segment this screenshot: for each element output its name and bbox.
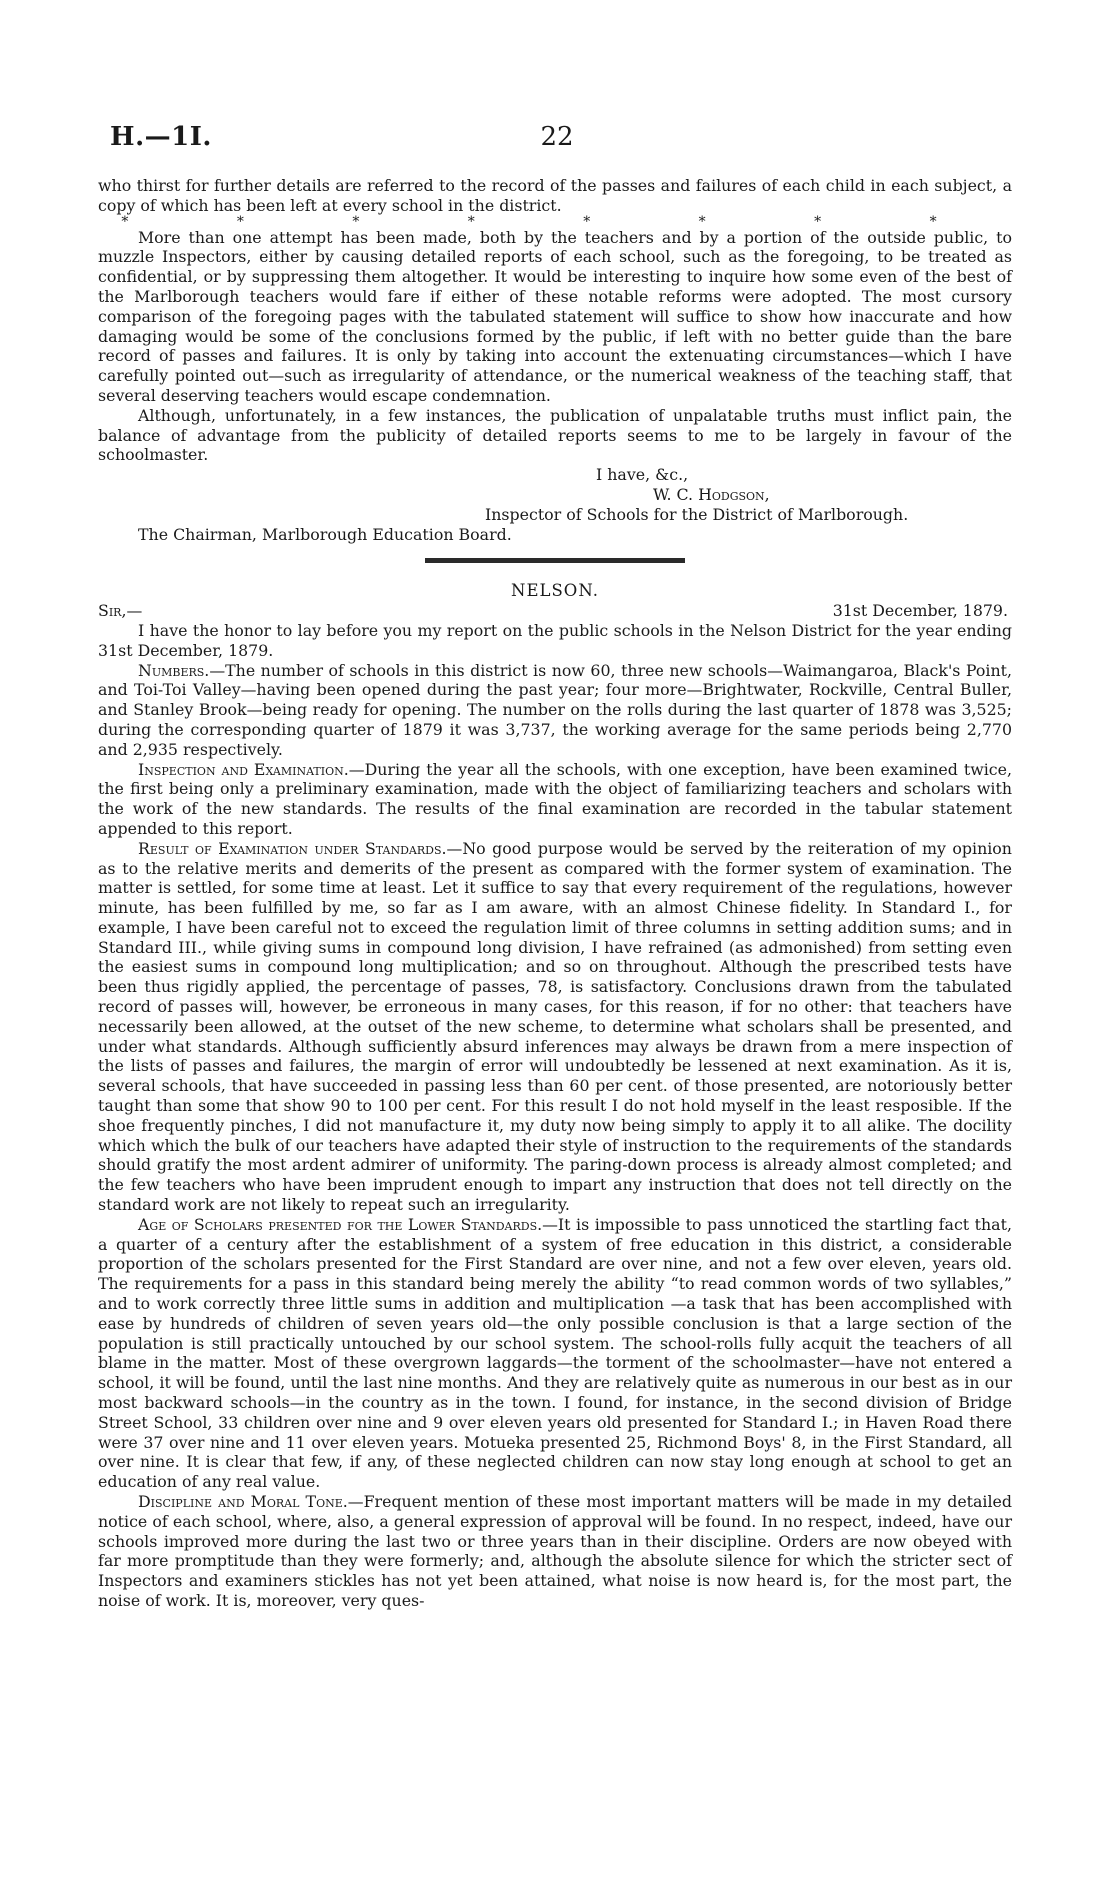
paragraph: More than one attempt has been made, both by the teachers and by a portion of the outside public, to muzzle Inspectors, either by causing detailed reports of each school, such as the foregoing, to be treated as confidential, or by suppressing them altogether. It would be interesting to inquire how some even of the best of the Marlborough teachers would fare if either of these notable reforms were adopted. The most cursory comparison of the foregoing pages with the tabulated statement will suffice to show how inaccurate and how damaging would be some of the conclusions formed by the public, if left with no better guide than the bare record of passes and failures. It is only by taking into account the extenuating circumstances—which I have carefully pointed out—such as irregularity of attendance, or the numerical weakness of the teaching staff, that several deserving teachers would escape condemnation. [98, 227, 1012, 405]
paragraph: who thirst for further details are referred to the record of the passes and failures of each child in each subject, a copy of which has been left at every school in the district. [98, 176, 1012, 215]
paragraph-numbers [98, 661, 1012, 760]
paragraph-heading: Result of Examination under Standards. [138, 838, 447, 858]
paragraph-age [98, 1215, 1012, 1492]
paragraph: I have the honor to lay before you my report on the public schools in the Nelson District for the year ending 31st December, 1879. [98, 620, 1012, 660]
paragraph-text: —During the year all the schools, with one exception, have been examined twice, the first being only a preliminary examination, made with the object of familiarizing teachers and scholars with the work of the new standards. The results of the final examination are recorded in the tabular statement appended to this report. [98, 759, 1013, 838]
paragraph-result [98, 839, 1012, 1215]
paragraph-heading: Inspection and Examination. [138, 759, 349, 779]
document-reference: H.—1I. [110, 122, 212, 152]
paragraph-text: —The number of schools in this district is now 60, three new schools—Waimangaroa, Black's Point, and Toi-Toi Valley—having been opened during the past year; four more—Brightwater, Rockville, Central Buller, and Stanley Brook—being ready for opening. The number on the rolls during the last quarter of 1878 was 3,525; during the corresponding quarter of 1879 it was 3,737, the working average for the same periods being 2,770 and 2,935 respectively. [98, 660, 1012, 759]
signature-name: W. C. Hodgson, [653, 484, 770, 504]
paragraph-heading: Discipline and Moral Tone. [138, 1492, 348, 1511]
section-title: NELSON. [511, 581, 599, 601]
paragraph-text: —No good purpose would be served by the reiteration of my opinion as to the relative merits and demerits of the present as compared with the former system of examination. The matter is settled, for some time at least. Let it suffice to say that every requirement of the regulations, however minute, has been fulfilled by me, so far as I am aware, with an almost Chinese fidelity. In Standard I., for example, I have been careful not to exceed the regulation limit of three columns in setting addition sums; and in Standard III., while giving sums in compound long division, I have refrained (as admonished) from setting even the easiest sums in compound long multiplication; and so on throughout. Although the prescribed tests have been thus rigidly applied, the percentage of passes, 78, is satisfactory. Conclusions drawn from the tabulated record of passes will, however, be erroneous in many cases, for this reason, if for no other: that teachers have necessarily been allowed, at the outset of the new scheme, to determine what scholars shall be presented, and under what standards. Although sufficiently absurd inferences may always be drawn from a mere inspection of the lists of passes and failures, the margin of error will undoubtedly be lessened at next examination. As it is, several schools, that have succeeded in passing less than 60 per cent. of those presented, are notoriously better taught than some that show 90 to 100 per cent. For this result I do not hold myself in the least resposible. If the shoe frequently pinches, I did not manufacture it, my duty now being simply to apply it to all alike. The docility which which the bulk of our teachers have adapted their style of instruction to the requirements of the standards should gratify the most ardent admirer of uniformity. The paring-down process is already almost completed; and the few teachers who have been imprudent enough to impart any instruction that does not tell directly on the standard work are not likely to repeat such an irregularity. [98, 838, 1012, 1215]
signoff: I have, &c., [596, 465, 689, 485]
paragraph-text: —It is impossible to pass unnoticed the startling fact that, a quarter of a century after the establishment of a system of free education in this district, a considerable proportion of the scholars presented for the First Standard are over nine, and not a few over eleven, years old. The requirements for a pass in this standard being merely the ability “to read common words of two syllables,” and to work correctly three little sums in addition and multiplication —a task that has been accomplished with ease by hundreds of children of seven years old—the only possible conclusion is that a large section of the population is still practically untouched by our school system. The school-rolls fully acquit the teachers of all blame in the matter. Most of these overgrown laggards—the torment of the schoolmaster—have not entered a school, it will be found, until the last nine months. And they are relatively quite as numerous in our best as in our most backward schools—in the country as in the town. I found, for instance, in the second division of Bridge Street School, 33 children over nine and 9 over eleven years old presented for Standard I.; in Haven Road there were 37 over nine and 11 over eleven years. Motueka presented 25, Richmond Boys' 8, in the First Standard, all over nine. It is clear that few, if any, of these neglected children can now stay long enough at school to get an education of any real value. [98, 1214, 1012, 1492]
paragraph: Although, unfortunately, in a few instances, the publication of unpalatable truths must inflict pain, the balance of advantage from the publicity of detailed reports seems to me to be largely in favour of the schoolmaster. [98, 405, 1012, 465]
salutation: Sir,— [98, 601, 143, 621]
addressee: The Chairman, Marlborough Education Board. [138, 524, 512, 544]
signature-title: Inspector of Schools for the District of Marlborough. [485, 504, 909, 524]
letter-header [98, 601, 1012, 621]
paragraph-heading: Numbers. [138, 660, 210, 680]
section-break-stars: * * * * * * * * [121, 213, 989, 230]
paragraph-text: —Frequent mention of these most important matters will be made in my detailed notice of each school, where, also, a general expression of approval will be found. In no respect, indeed, have our schools improved more during the last two or three years than in their discipline. Orders are now obeyed with far more promptitude than they were formerly; and, although the absolute silence for which the stricter sect of Inspectors and examiners stickles has not yet been attained, what noise is now heard is, for the most part, the noise of work. It is, moreover, very ques- [98, 1492, 1013, 1610]
letter-date: 31st December, 1879. [832, 601, 1008, 621]
paragraph-discipline [98, 1492, 1012, 1611]
paragraph-heading: Age of Scholars presented for the Lower Standards. [138, 1214, 543, 1234]
divider-rule [425, 558, 685, 563]
document-body [98, 176, 1012, 1611]
page-number: 22 [540, 122, 574, 152]
paragraph-inspection [98, 760, 1012, 839]
